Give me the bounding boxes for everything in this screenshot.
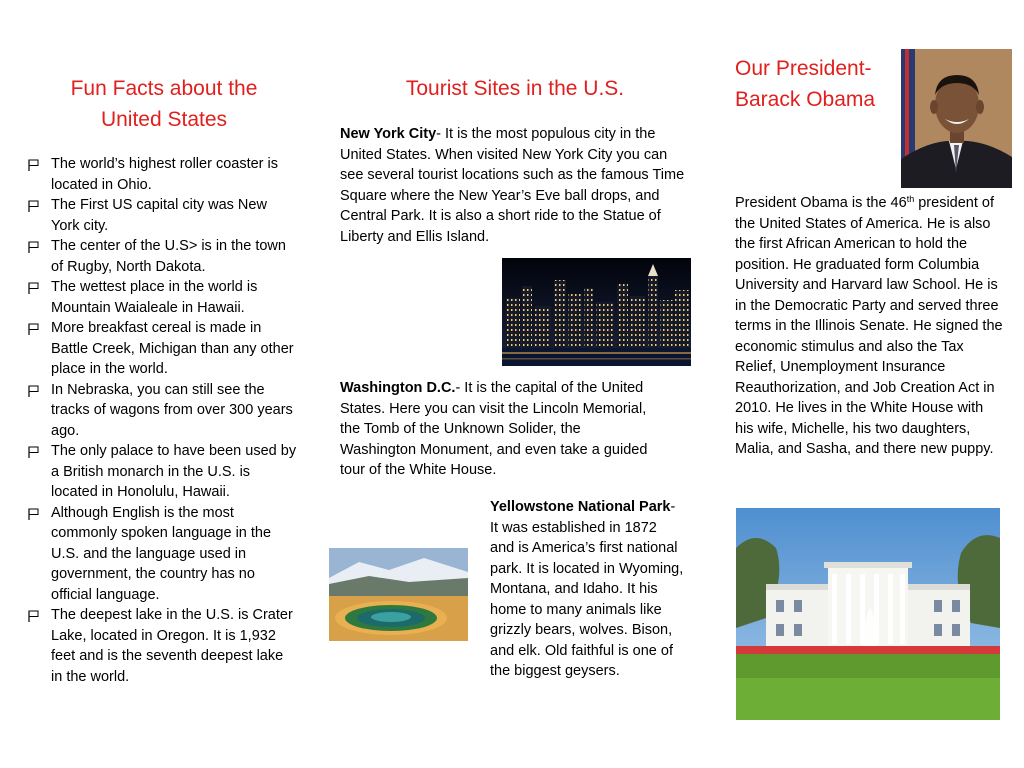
fact-item	[28, 236, 298, 277]
flag-icon	[28, 241, 39, 253]
president-title	[735, 53, 900, 115]
fact-item	[28, 503, 298, 606]
fact-item	[28, 154, 298, 195]
president-title-line1: Our President-	[735, 57, 872, 80]
flag-icon	[28, 610, 39, 622]
flag-icon	[28, 446, 39, 458]
flag-icon	[28, 323, 39, 335]
fact-item	[28, 195, 298, 236]
obama-text-part2: president of the United States of America. He is also the first African American to hold the position. He graduated form Columbia University and Harvard law School. He is in the Democratic Party and served three terms in the Illinois Senate. He signed the economic stimulus and also the Tax Relief, Unemployment Insurance Reauthorization, and Job Creation Act in 2010. He lives in the White House with his wife, Michelle, his two daughters, Malia, and Sasha, and there new puppy.	[735, 195, 1003, 457]
fact-item	[28, 605, 298, 687]
new-york-skyline-photo	[502, 258, 691, 366]
fact-text: The center of the U.S> is in the town of Rugby, North Dakota.	[51, 238, 286, 275]
washington-text: - It is the capital of the United States. Here you can visit the Lincoln Memorial, the Tomb of the Unknown Solider, the Washington Monument, and even take a guided tour of the White House.	[340, 380, 648, 478]
tourist-sites-title: Tourist Sites in the U.S.	[405, 77, 625, 100]
fact-item	[28, 441, 298, 503]
fact-text: Although English is the most commonly spoken language in the U.S. and the language used in government, the country has no official language.	[51, 504, 272, 603]
obama-paragraph	[735, 193, 1003, 460]
ordinal-suffix: th	[906, 194, 915, 204]
fact-text: In Nebraska, you can still see the tracks of wagons from over 300 years ago.	[51, 381, 293, 439]
flag-icon	[28, 282, 39, 294]
fun-facts-list	[28, 154, 298, 687]
fact-item	[28, 318, 298, 380]
fact-text: The wettest place in the world is Mountain Waialeale in Hawaii.	[51, 279, 258, 316]
flag-icon	[28, 508, 39, 520]
yellowstone-text: - It was established in 1872 and is America’s first national park. It is located in Wyoming, Montana, and Idaho. It his home to many animals like grizzly bears, wolves. Bison, and elk. Old faithful is one of the biggest geysers.	[490, 499, 684, 679]
president-title-line2: Barack Obama	[735, 88, 876, 111]
flag-icon	[28, 200, 39, 212]
obama-text-part1: President Obama is the 46	[735, 195, 907, 211]
washington-name: Washington D.C.	[340, 380, 456, 396]
white-house-photo	[736, 508, 1000, 720]
fact-text: The deepest lake in the U.S. is Crater Lake, located in Oregon. It is 1,932 feet and is the seventh deepest lake in the world.	[51, 607, 293, 685]
washington-paragraph	[340, 378, 660, 481]
fun-facts-title: Fun Facts about the United States	[70, 77, 258, 131]
new-york-name: New York City	[340, 126, 437, 142]
flag-icon	[28, 159, 39, 171]
fact-item	[28, 380, 298, 442]
fact-item	[28, 277, 298, 318]
fact-text: The only palace to have been used by a British monarch in the U.S. is located in Honolulu, Hawaii.	[51, 443, 297, 500]
new-york-text: - It is the most populous city in the United States. When visited New York City you can see several tourist locations such as the famous Time Square where the New Year’s Eve ball drops, and Central Park. It is also a short ride to the Statue of Liberty and Ellis Island.	[340, 126, 685, 245]
fact-text: The First US capital city was New York city.	[51, 197, 267, 234]
yellowstone-name: Yellowstone National Park	[490, 499, 671, 515]
new-york-paragraph	[340, 124, 692, 247]
flag-icon	[28, 385, 39, 397]
fact-text: The world’s highest roller coaster is located in Ohio.	[51, 156, 278, 193]
yellowstone-paragraph	[490, 497, 685, 682]
fact-text: More breakfast cereal is made in Battle Creek, Michigan than any other place in the world.	[51, 320, 294, 377]
yellowstone-hot-spring-photo	[329, 548, 468, 641]
obama-portrait-photo	[901, 49, 1012, 188]
